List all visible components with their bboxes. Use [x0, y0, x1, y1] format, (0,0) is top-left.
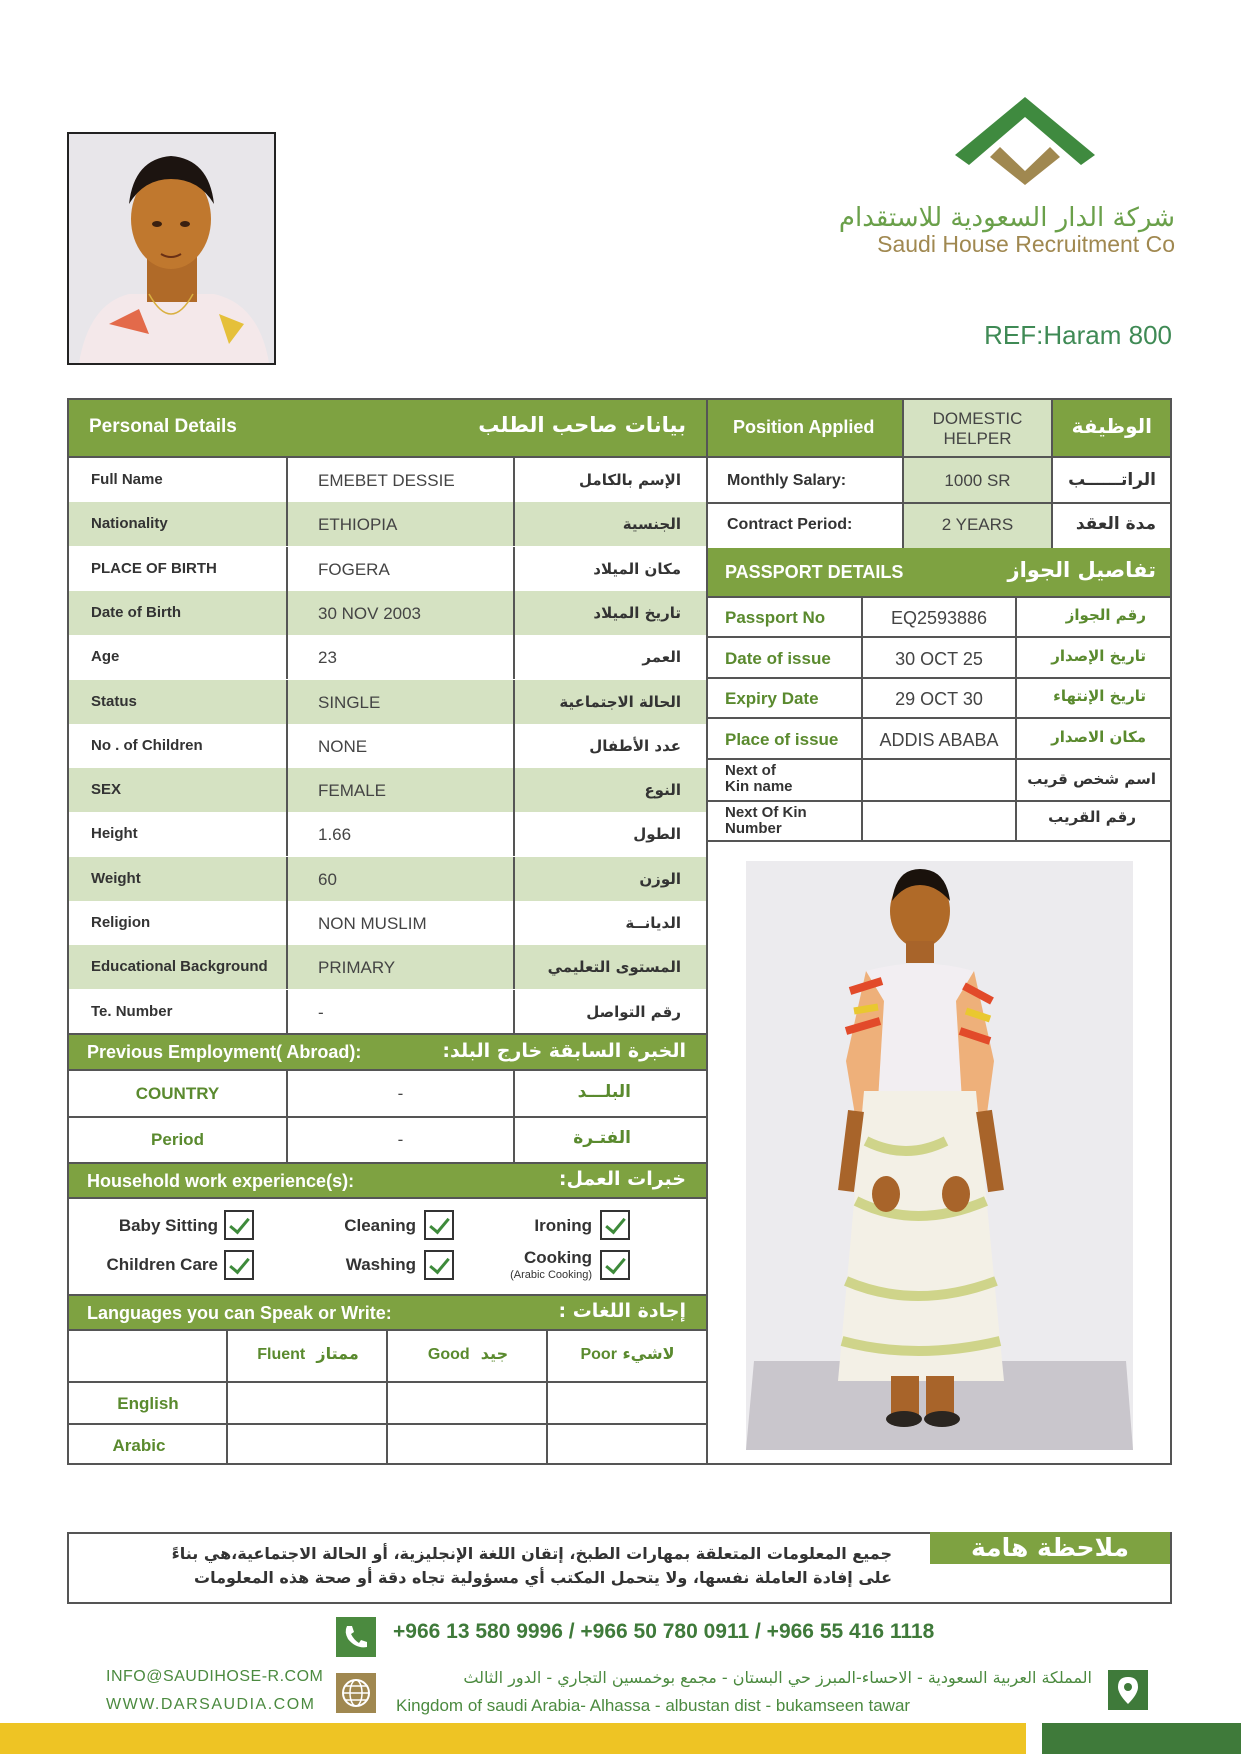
position-value-cell: [904, 400, 1051, 456]
field-value: FOGERA: [318, 559, 390, 579]
address-english: Kingdom of saudi Arabia- Alhassa - albustan dist - bukamseen tawar: [396, 1696, 911, 1715]
level-fluent: Fluent ممتاز: [257, 1344, 359, 1363]
note-line-2: على إفادة العاملة نفسها، ولا يتحمل المكتب أي مسؤولية تجاه دقة أو صحة هذه المعلومات: [194, 1568, 892, 1587]
skill-label: Baby Sitting: [118, 1216, 218, 1235]
field-value: 23: [318, 648, 337, 668]
previous-header-en: Previous Employment( Abroad):: [87, 1042, 362, 1062]
field-label-ar: الإسم بالكامل: [579, 471, 681, 489]
passport-field-label-ar: تاريخ الإصدار: [1051, 646, 1146, 665]
passport-row: [708, 679, 1170, 718]
passport-row: [708, 598, 1170, 637]
passport-field-value: ADDIS ABABA: [879, 729, 999, 750]
period-label-ar: الفتـرة: [573, 1128, 631, 1148]
field-label-ar: رقم التواصل: [586, 1002, 681, 1021]
field-label-ar: العمر: [642, 648, 681, 667]
personal-header-en: Personal Details: [89, 416, 237, 437]
divider: [286, 502, 288, 546]
kin-name-row: [708, 760, 1170, 800]
full-body-photo: [746, 861, 1133, 1450]
divider: [69, 1197, 706, 1199]
divider: [286, 857, 288, 901]
kin-name-label: Next of Kin name: [725, 762, 793, 795]
passport-field-value: 30 OCT 25: [895, 648, 983, 669]
personal-row: [69, 812, 706, 856]
divider: [513, 1071, 515, 1162]
reference-number: REF:Haram 800: [984, 320, 1172, 350]
website-link[interactable]: WWW.DARSAUDIA.COM: [106, 1696, 316, 1713]
salary-row: [708, 458, 1170, 502]
personal-row: [69, 547, 706, 591]
previous-employment-header: [69, 1035, 706, 1070]
globe-icon: [336, 1673, 376, 1713]
language-arabic: Arabic: [112, 1436, 166, 1455]
field-label: Full Name: [91, 471, 163, 488]
passport-field-label-ar: مكان الاصدار: [1051, 727, 1146, 746]
field-label: Religion: [91, 914, 151, 931]
divider: [513, 945, 515, 989]
passport-header-en: PASSPORT DETAILS: [725, 562, 904, 582]
personal-details-header: [69, 400, 706, 456]
divider: [513, 768, 515, 812]
field-value: SINGLE: [318, 692, 381, 712]
contract-value: 2 YEARS: [941, 515, 1014, 534]
kin-number-label-ar: رقم القريب: [1048, 808, 1136, 826]
field-label-ar: الجنسية: [622, 515, 681, 534]
field-value: PRIMARY: [318, 958, 396, 978]
skill-label: Washing: [345, 1255, 416, 1274]
portrait-photo: [67, 132, 276, 365]
divider: [286, 1071, 288, 1162]
field-label-ar: مكان الميلاد: [593, 559, 681, 578]
field-label: Educational Background: [91, 958, 268, 976]
ironing-checkbox[interactable]: [600, 1210, 630, 1240]
salary-value-cell: [904, 458, 1051, 502]
passport-field-label: Place of issue: [725, 729, 839, 749]
field-label-ar: تاريخ الميلاد: [593, 603, 681, 622]
note-text: [90, 1542, 892, 1590]
email-link[interactable]: INFO@SAUDIHOSE-R.COM: [106, 1668, 324, 1685]
passport-field-label: Passport No: [725, 608, 826, 627]
field-label: Te. Number: [91, 1002, 173, 1020]
skill-label: Cleaning: [344, 1216, 416, 1235]
field-value: NON MUSLIM: [318, 914, 427, 933]
personal-row: [69, 458, 706, 502]
passport-field-value: EQ2593886: [890, 608, 988, 628]
personal-header-ar: بيانات صاحب الطلب: [478, 413, 686, 437]
divider: [286, 990, 288, 1034]
level-good: Good جيد: [427, 1344, 509, 1363]
washing-checkbox[interactable]: [424, 1250, 454, 1280]
divider: [513, 812, 515, 856]
contract-value-cell: [904, 504, 1051, 548]
field-value: EMEBET DESSIE: [318, 471, 455, 490]
passport-field-label-ar: رقم الجواز: [1065, 606, 1146, 624]
divider: [513, 502, 515, 546]
personal-row: [69, 680, 706, 724]
languages-header: [69, 1296, 706, 1330]
country-label: COUNTRY: [135, 1084, 220, 1103]
divider: [286, 901, 288, 945]
divider: [226, 1331, 228, 1465]
position-label: Position Applied: [733, 417, 875, 437]
divider: [861, 598, 863, 840]
field-label-ar: الديانــة: [625, 914, 681, 932]
field-label: No . of Children: [91, 736, 203, 754]
personal-row: [69, 502, 706, 546]
previous-period-row: [69, 1118, 706, 1162]
divider: [513, 547, 515, 591]
period-value: -: [397, 1130, 404, 1149]
position-applied-label-cell: [708, 400, 902, 456]
personal-row: [69, 724, 706, 768]
position-value: DOMESTIC HELPER: [932, 409, 1023, 448]
salary-label-ar: الراتــــــب: [1068, 470, 1156, 490]
level-poor: Poor لاشيء: [580, 1344, 675, 1363]
kin-name-label-ar: اسم شخص قريب: [1027, 770, 1156, 788]
contract-label-ar: مدة العقد: [1075, 514, 1156, 534]
divider: [708, 840, 1170, 842]
household-header-ar: خبرات العمل:: [558, 1168, 686, 1190]
kin-number-row: [708, 802, 1170, 840]
household-header: [69, 1164, 706, 1198]
field-label: Status: [91, 692, 137, 710]
location-pin-icon: [1108, 1670, 1148, 1710]
period-label: Period: [151, 1130, 204, 1149]
company-name-english: Saudi House Recruitment Co: [877, 231, 1175, 257]
divider: [513, 458, 515, 502]
kin-number-label: Next Of Kin Number: [725, 804, 807, 837]
divider: [513, 591, 515, 635]
field-label-ar: الطول: [633, 825, 681, 844]
divider: [286, 945, 288, 989]
passport-row: [708, 720, 1170, 759]
contract-row: [708, 504, 1170, 548]
divider: [286, 591, 288, 635]
languages-header-en: Languages you can Speak or Write:: [87, 1303, 392, 1323]
passport-details-header: [708, 548, 1170, 596]
phone-icon: [336, 1617, 376, 1657]
field-label: Weight: [91, 869, 141, 887]
field-value: -: [318, 1002, 324, 1022]
field-label-ar: الوزن: [639, 869, 681, 888]
field-value: ETHIOPIA: [318, 515, 398, 535]
passport-row: [708, 639, 1170, 678]
skill-label: Cooking: [524, 1248, 592, 1267]
language-english: English: [117, 1394, 179, 1413]
field-value: FEMALE: [318, 781, 387, 801]
divider: [286, 724, 288, 768]
divider: [286, 635, 288, 679]
field-label: PLACE OF BIRTH: [91, 559, 217, 577]
field-label: Date of Birth: [91, 603, 181, 621]
personal-row: [69, 591, 706, 635]
footer-bar-green: [1042, 1723, 1241, 1754]
company-logo-icon: [955, 95, 1095, 185]
passport-header-ar: تفاصيل الجواز: [1007, 558, 1156, 582]
personal-row: [69, 635, 706, 679]
skill-label: Children Care: [106, 1255, 218, 1274]
divider: [286, 680, 288, 724]
cooking-checkbox[interactable]: [600, 1250, 630, 1280]
company-name-arabic: شركة الدار السعودية للاستقدام: [838, 203, 1175, 233]
divider: [513, 857, 515, 901]
divider: [286, 768, 288, 812]
note-title: ملاحظة هامة: [930, 1532, 1170, 1564]
household-header-en: Household work experience(s):: [87, 1171, 355, 1191]
salary-value: 1000 SR: [944, 471, 1011, 490]
personal-row: [69, 901, 706, 945]
field-label-ar: النوع: [644, 781, 681, 800]
position-ar-cell: [1053, 400, 1170, 456]
previous-header-ar: الخبرة السابقة خارج البلد:: [442, 1040, 686, 1062]
personal-row: [69, 857, 706, 901]
field-value: NONE: [318, 736, 368, 756]
divider: [513, 901, 515, 945]
skill-label: Ironing: [534, 1216, 592, 1235]
field-value: 60: [318, 869, 337, 889]
divider: [513, 680, 515, 724]
personal-row: [69, 768, 706, 812]
divider: [286, 458, 288, 502]
salary-label: Monthly Salary:: [727, 472, 847, 489]
field-value: 30 NOV 2003: [318, 603, 422, 623]
skill-sublabel: (Arabic Cooking): [510, 1269, 592, 1281]
divider: [513, 724, 515, 768]
address-arabic: المملكة العربية السعودية - الاحساء-المبرز حي البستان - مجمع بوخمسين التجاري - الدور الثالث: [463, 1668, 1092, 1687]
country-value: -: [397, 1084, 404, 1103]
divider: [386, 1331, 388, 1465]
field-value: 1.66: [318, 825, 352, 845]
divider: [286, 812, 288, 856]
field-label-ar: الحالة الاجتماعية: [559, 692, 681, 711]
field-label: SEX: [91, 781, 122, 799]
field-label-ar: عدد الأطفال: [589, 736, 681, 755]
position-label-ar: الوظيفة: [1071, 414, 1152, 438]
personal-row: [69, 990, 706, 1034]
divider: [513, 635, 515, 679]
divider: [69, 1033, 706, 1035]
passport-field-value: 29 OCT 30: [895, 689, 983, 709]
field-label: Height: [91, 825, 138, 843]
previous-country-row: [69, 1071, 706, 1116]
passport-field-label-ar: تاريخ الإنتهاء: [1053, 687, 1146, 705]
note-line-1: جميع المعلومات المتعلقة بمهارات الطبخ، إتقان اللغة الإنجليزية، أو الحالة الاجتماعية،هي بناءً: [171, 1544, 892, 1563]
passport-field-label: Date of issue: [725, 648, 831, 668]
divider: [1015, 598, 1017, 840]
personal-row: [69, 945, 706, 989]
contract-label: Contract Period:: [727, 516, 853, 533]
divider: [513, 990, 515, 1034]
field-label-ar: المستوى التعليمي: [547, 958, 681, 977]
divider: [286, 547, 288, 591]
phone-numbers[interactable]: +966 13 580 9996 / +966 50 780 0911 / +966 55 416 1118: [393, 1620, 935, 1643]
field-label: Nationality: [91, 515, 168, 533]
cleaning-checkbox[interactable]: [424, 1210, 454, 1240]
languages-header-ar: إجادة اللغات :: [558, 1300, 686, 1322]
baby-sitting-checkbox[interactable]: [224, 1210, 254, 1240]
country-label-ar: البلـــد: [577, 1082, 631, 1102]
passport-field-label: Expiry Date: [725, 689, 819, 708]
field-label: Age: [91, 648, 120, 666]
divider: [546, 1331, 548, 1465]
children-care-checkbox[interactable]: [224, 1250, 254, 1280]
footer-bar-yellow: [0, 1723, 1026, 1754]
